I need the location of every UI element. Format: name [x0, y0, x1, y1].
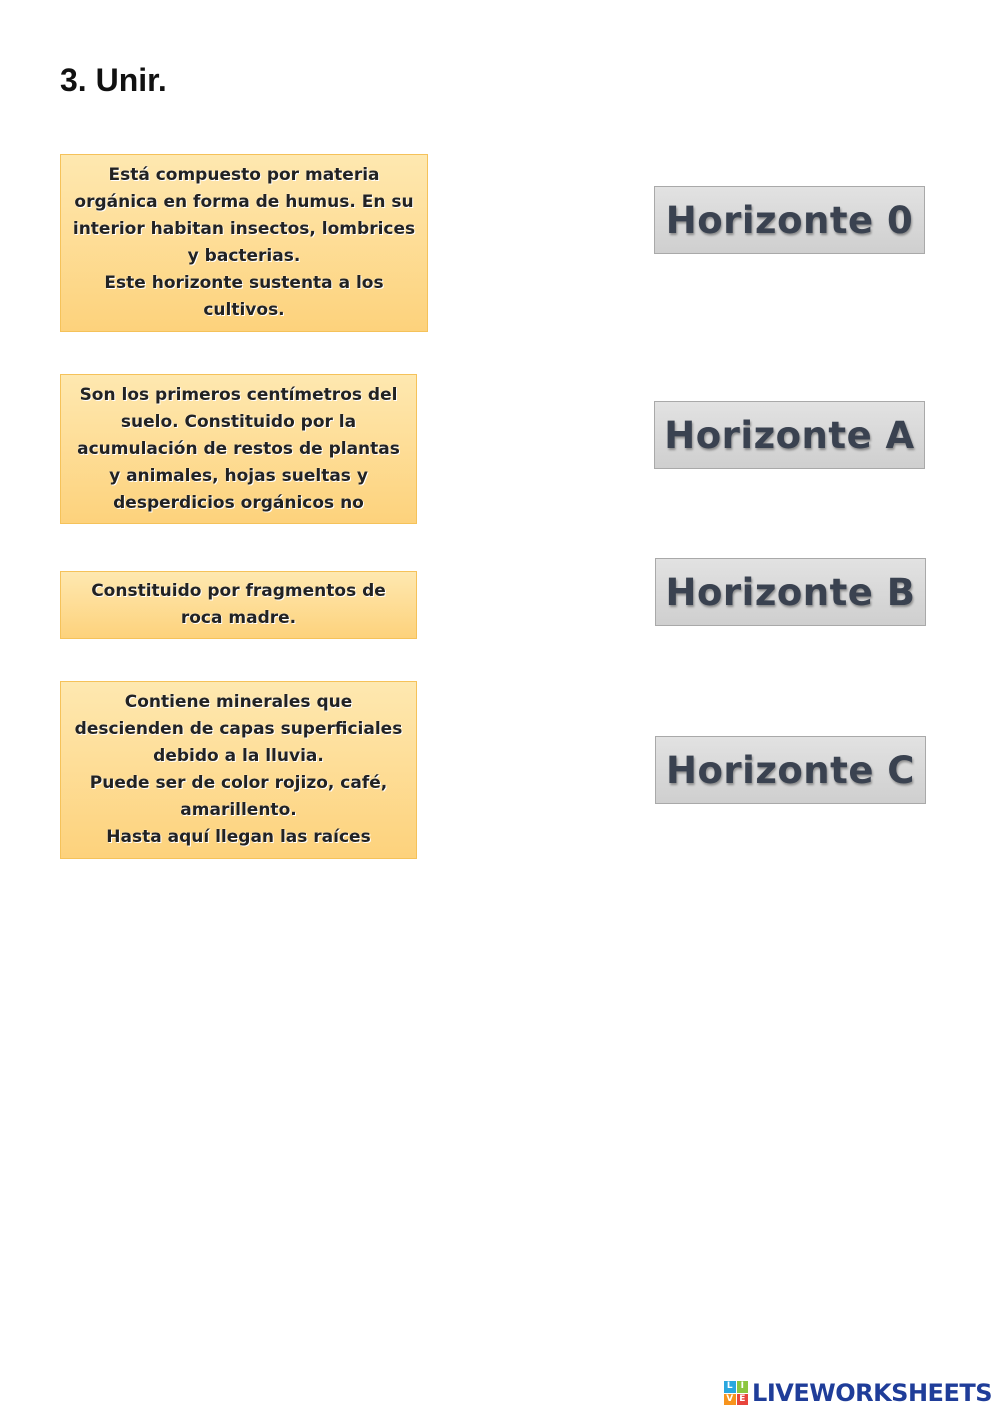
label-box-horizonte-a[interactable] [654, 401, 925, 469]
label-box-horizonte-0[interactable] [654, 186, 925, 254]
logo-text: LIVEWORKSHEETS [752, 1379, 992, 1407]
description-text: Son los primeros centímetros del suelo. Constituido por la acumulación de restos de plantas y animales, hojas sueltas y desperdicios orgánicos no [77, 384, 400, 513]
logo-icon-letter: V [724, 1394, 736, 1406]
label-text: Horizonte A [664, 413, 915, 457]
liveworksheets-logo [724, 1379, 992, 1407]
page-title: 3. Unir. [60, 62, 167, 98]
logo-icon-letter: L [724, 1381, 736, 1393]
description-text: Contiene minerales que descienden de capas superficiales debido a la lluvia. Puede ser de color rojizo, café, amarillento. Hasta aquí llegan las raíces [74, 692, 403, 847]
description-text: Constituido por fragmentos de roca madre. [91, 581, 386, 628]
label-box-horizonte-b[interactable] [655, 558, 926, 626]
label-text: Horizonte B [665, 570, 916, 614]
logo-icon-letter: I [737, 1381, 749, 1393]
label-box-horizonte-c[interactable] [655, 736, 926, 804]
description-box-1[interactable] [60, 154, 428, 332]
logo-icon-letter: E [737, 1394, 749, 1406]
label-text: Horizonte C [666, 748, 915, 792]
description-box-2[interactable] [60, 374, 417, 524]
description-box-3[interactable] [60, 571, 417, 639]
label-text: Horizonte 0 [665, 198, 914, 242]
liveworksheets-logo-icon [724, 1381, 748, 1405]
description-box-4[interactable] [60, 681, 417, 859]
description-text: Está compuesto por materia orgánica en forma de humus. En su interior habitan insectos, lombrices y bacterias. Este horizonte sustenta a los cultivos. [72, 165, 416, 320]
